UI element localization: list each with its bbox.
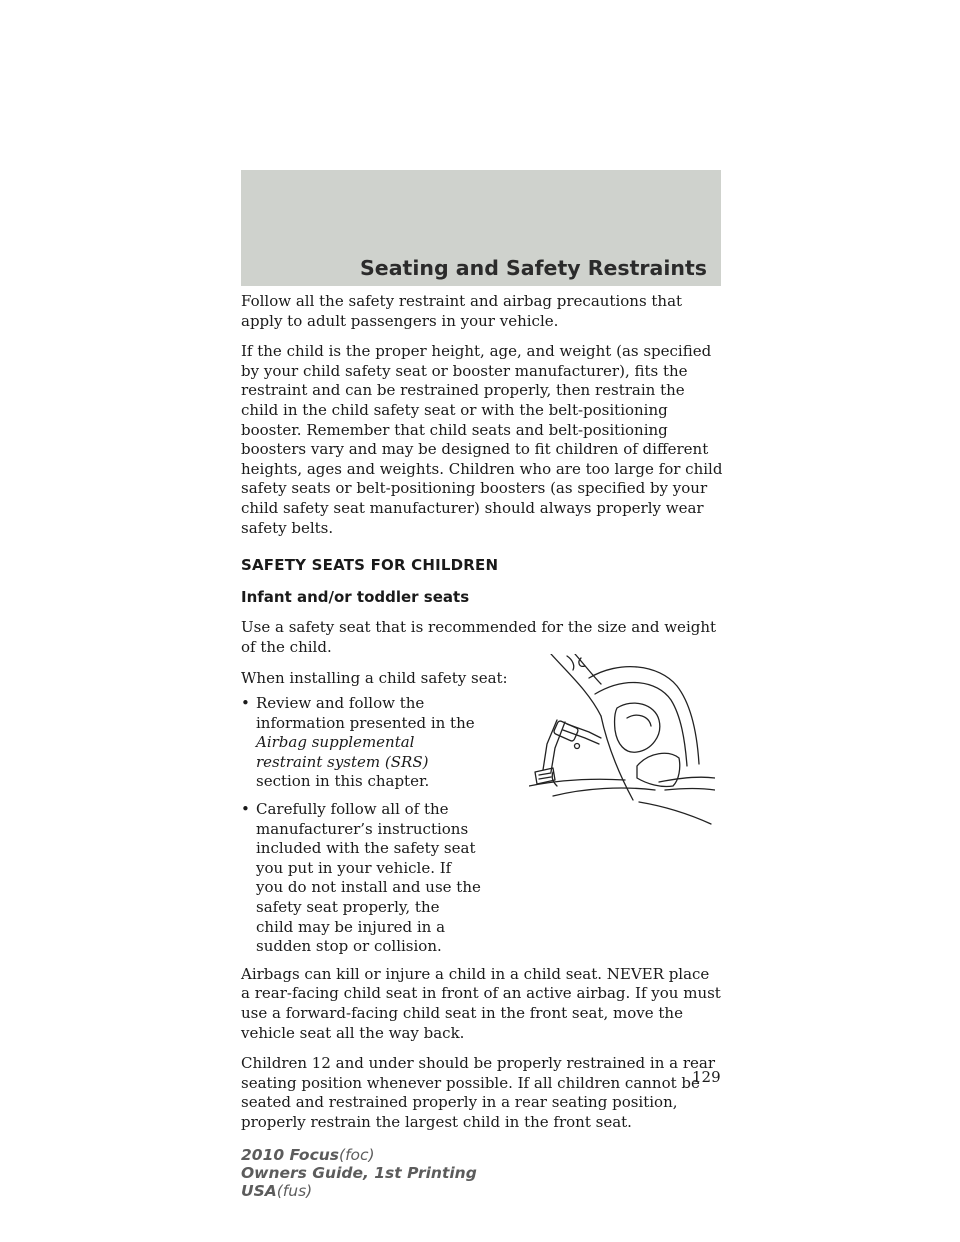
chapter-title: Seating and Safety Restraints — [360, 256, 707, 280]
bullet-text-post: section in this chapter. — [256, 772, 430, 791]
section-heading: SAFETY SEATS FOR CHILDREN — [241, 556, 499, 575]
list-item — [241, 800, 481, 957]
list-item — [241, 694, 481, 792]
chapter-header-band — [241, 170, 721, 286]
bullet-text-pre: Review and follow the information presented in the — [256, 694, 475, 732]
paragraph-precautions: Follow all the safety restraint and airbag precautions that apply to adult passengers in your vehicle. — [241, 292, 683, 330]
footer-model-code: (foc) — [339, 1146, 375, 1164]
footer-line-market — [241, 1182, 477, 1200]
footer-line-model — [241, 1146, 477, 1164]
srs-section-reference: Airbag supplemental restraint system (SRS) — [256, 733, 429, 771]
footer-printing: Owners Guide, 1st Printing — [241, 1164, 477, 1182]
child-seat-buckle-illustration — [529, 654, 715, 829]
page-number: 129 — [692, 1068, 721, 1086]
paragraph-airbag-warning: Airbags can kill or injure a child in a child seat. NEVER place a rear-facing child seat in front of an active airbag. If you must use a forward-facing child seat in the front seat, move the vehicle seat all the way back. — [241, 964, 721, 1042]
installation-bullet-list — [241, 694, 481, 957]
paragraph-installing-intro: When installing a child safety seat: — [241, 668, 508, 687]
paragraph-recommended-seat: Use a safety seat that is recommended for the size and weight of the child. — [241, 618, 717, 656]
bullet-icon: • — [241, 800, 250, 819]
installation-bullets-block — [241, 694, 723, 957]
page-content — [241, 292, 723, 1144]
paragraph-child-size: If the child is the proper height, age, and weight (as specified by your child safety seat or booster manufacturer), fits the restraint and can be restrained properly, then restrain the child in the child safety seat or with the belt-positioning booster. Remember that child seats and belt-positioning boosters vary and may be designed to fit children of different heights, ages and weights. Children who are too large for child safety seats or belt-positioning boosters (as specified by your child safety seat manufacturer) should always properly wear safety belts. — [241, 342, 723, 537]
paragraph-rear-seating: Children 12 and under should be properly restrained in a rear seating position whenever possible. If all children cannot be seated and restrained properly in a rear seating position, properly restrain the largest child in the front seat. — [241, 1054, 716, 1131]
footer-market-code: (fus) — [276, 1182, 313, 1200]
bullet-icon: • — [241, 694, 250, 713]
footer-line-printing — [241, 1164, 477, 1182]
document-footer — [241, 1146, 477, 1200]
sub-heading: Infant and/or toddler seats — [241, 587, 470, 606]
footer-model: 2010 Focus — [241, 1146, 340, 1164]
bullet-text: Carefully follow all of the manufacturer’s instructions included with the safety seat you put in your vehicle. If you do not install and use the safety seat properly, the child may be injured in a sudden stop or collision. — [256, 800, 481, 956]
footer-market: USA — [241, 1182, 277, 1200]
